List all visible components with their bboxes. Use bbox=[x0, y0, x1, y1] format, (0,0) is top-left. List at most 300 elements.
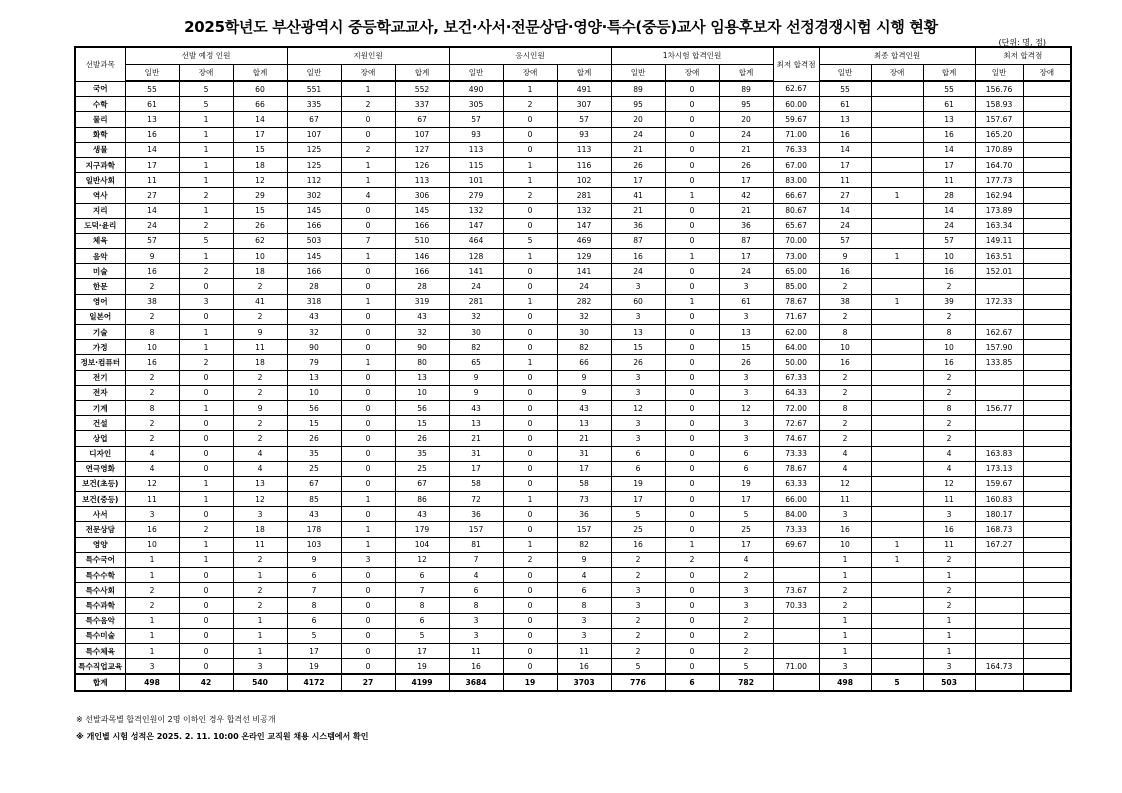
table-cell: 19 bbox=[611, 476, 665, 491]
subject-cell: 보건(중등) bbox=[75, 492, 125, 507]
table-cell: 11 bbox=[233, 537, 287, 552]
table-cell: 78.67 bbox=[773, 461, 819, 476]
table-cell: 4 bbox=[125, 446, 179, 461]
header-general: 일반 bbox=[125, 64, 179, 81]
table-cell: 69.67 bbox=[773, 537, 819, 552]
table-cell: 18 bbox=[233, 355, 287, 370]
table-row bbox=[75, 81, 1071, 97]
table-cell: 95 bbox=[719, 97, 773, 112]
table-cell: 1 bbox=[179, 127, 233, 142]
table-cell: 9 bbox=[557, 385, 611, 400]
table-cell: 0 bbox=[503, 659, 557, 675]
table-cell bbox=[975, 583, 1023, 598]
subject-cell: 영양 bbox=[75, 537, 125, 552]
table-cell bbox=[871, 461, 923, 476]
table-cell: 306 bbox=[395, 188, 449, 203]
table-cell: 29 bbox=[233, 188, 287, 203]
table-cell bbox=[871, 522, 923, 537]
table-cell: 0 bbox=[179, 416, 233, 431]
table-cell: 6 bbox=[611, 461, 665, 476]
table-cell: 6 bbox=[665, 674, 719, 690]
table-cell: 10 bbox=[125, 537, 179, 552]
table-cell: 2 bbox=[503, 188, 557, 203]
table-cell: 6 bbox=[287, 568, 341, 583]
table-cell: 4172 bbox=[287, 674, 341, 690]
table-cell: 15 bbox=[233, 142, 287, 157]
table-cell: 38 bbox=[125, 294, 179, 309]
table-cell: 3 bbox=[611, 431, 665, 446]
table-cell: 20 bbox=[719, 112, 773, 127]
table-cell: 10 bbox=[233, 249, 287, 264]
table-cell: 164.73 bbox=[975, 659, 1023, 675]
subject-cell: 특수미술 bbox=[75, 628, 125, 643]
table-cell: 25 bbox=[719, 522, 773, 537]
table-cell: 0 bbox=[341, 127, 395, 142]
table-cell: 62.00 bbox=[773, 325, 819, 340]
subject-cell: 특수직업교육 bbox=[75, 659, 125, 675]
table-cell: 16 bbox=[923, 264, 975, 279]
table-cell bbox=[871, 233, 923, 248]
table-cell: 32 bbox=[287, 325, 341, 340]
table-cell: 14 bbox=[819, 203, 871, 218]
table-cell: 2 bbox=[611, 613, 665, 628]
table-cell bbox=[1023, 583, 1071, 598]
table-cell: 66 bbox=[233, 97, 287, 112]
table-cell: 1 bbox=[179, 112, 233, 127]
table-cell: 0 bbox=[179, 598, 233, 613]
table-cell: 2 bbox=[233, 279, 287, 294]
table-cell: 0 bbox=[503, 325, 557, 340]
table-cell: 0 bbox=[665, 173, 719, 188]
table-row bbox=[75, 537, 1071, 552]
table-cell: 0 bbox=[503, 127, 557, 142]
table-cell: 65 bbox=[449, 355, 503, 370]
table-row bbox=[75, 385, 1071, 400]
table-cell: 3 bbox=[611, 370, 665, 385]
table-cell: 9 bbox=[557, 370, 611, 385]
table-cell bbox=[871, 507, 923, 522]
table-cell: 43 bbox=[395, 309, 449, 324]
table-cell: 0 bbox=[341, 568, 395, 583]
table-cell: 7 bbox=[395, 583, 449, 598]
table-cell bbox=[1023, 355, 1071, 370]
table-cell bbox=[773, 552, 819, 567]
table-cell: 498 bbox=[125, 674, 179, 690]
table-cell: 172.33 bbox=[975, 294, 1023, 309]
table-cell: 27 bbox=[125, 188, 179, 203]
header-total: 합계 bbox=[395, 64, 449, 81]
table-cell: 71.67 bbox=[773, 309, 819, 324]
table-cell: 305 bbox=[449, 97, 503, 112]
subject-cell: 도덕·윤리 bbox=[75, 218, 125, 233]
table-cell: 63.33 bbox=[773, 476, 819, 491]
table-cell: 16 bbox=[125, 127, 179, 142]
table-cell: 1 bbox=[341, 522, 395, 537]
table-cell bbox=[1023, 674, 1071, 690]
table-cell bbox=[1023, 613, 1071, 628]
table-cell: 16 bbox=[819, 355, 871, 370]
table-cell: 1 bbox=[341, 157, 395, 172]
table-cell: 2 bbox=[923, 431, 975, 446]
table-cell: 2 bbox=[125, 598, 179, 613]
table-cell: 160.83 bbox=[975, 492, 1023, 507]
table-row bbox=[75, 583, 1071, 598]
table-cell: 66.67 bbox=[773, 188, 819, 203]
table-cell: 125 bbox=[287, 142, 341, 157]
subject-cell: 특수체육 bbox=[75, 643, 125, 658]
table-cell: 0 bbox=[665, 461, 719, 476]
subject-cell: 합계 bbox=[75, 674, 125, 690]
table-cell bbox=[1023, 203, 1071, 218]
table-cell bbox=[975, 674, 1023, 690]
table-cell: 25 bbox=[611, 522, 665, 537]
table-cell: 133.85 bbox=[975, 355, 1023, 370]
table-cell: 55 bbox=[923, 81, 975, 97]
table-cell: 156.77 bbox=[975, 400, 1023, 415]
table-cell: 4199 bbox=[395, 674, 449, 690]
header-final-min-score: 최저 합격점 bbox=[975, 47, 1071, 64]
table-cell: 2 bbox=[719, 613, 773, 628]
table-cell: 0 bbox=[665, 325, 719, 340]
table-cell: 335 bbox=[287, 97, 341, 112]
table-cell: 14 bbox=[923, 142, 975, 157]
table-cell: 41 bbox=[233, 294, 287, 309]
table-cell: 25 bbox=[395, 461, 449, 476]
table-cell bbox=[1023, 309, 1071, 324]
unit-label: (단위: 명, 점) bbox=[998, 38, 1046, 47]
table-cell: 163.51 bbox=[975, 249, 1023, 264]
table-cell: 66 bbox=[557, 355, 611, 370]
table-cell: 3 bbox=[719, 416, 773, 431]
table-cell: 24 bbox=[557, 279, 611, 294]
table-cell: 10 bbox=[819, 537, 871, 552]
table-cell: 165.20 bbox=[975, 127, 1023, 142]
table-cell: 2 bbox=[719, 628, 773, 643]
table-cell: 1 bbox=[341, 249, 395, 264]
table-cell: 337 bbox=[395, 97, 449, 112]
table-cell bbox=[1023, 598, 1071, 613]
table-cell: 2 bbox=[819, 309, 871, 324]
table-cell: 170.89 bbox=[975, 142, 1023, 157]
table-cell: 2 bbox=[233, 598, 287, 613]
table-cell: 0 bbox=[503, 583, 557, 598]
table-cell: 2 bbox=[665, 552, 719, 567]
table-cell: 30 bbox=[449, 325, 503, 340]
table-cell: 39 bbox=[923, 294, 975, 309]
table-cell: 0 bbox=[665, 446, 719, 461]
table-cell: 101 bbox=[449, 173, 503, 188]
table-cell bbox=[871, 127, 923, 142]
table-cell: 16 bbox=[923, 127, 975, 142]
table-cell: 5 bbox=[287, 628, 341, 643]
subject-cell: 일반사회 bbox=[75, 173, 125, 188]
table-cell: 28 bbox=[923, 188, 975, 203]
header-disabled: 장애 bbox=[1023, 64, 1071, 81]
table-cell: 0 bbox=[503, 203, 557, 218]
table-cell: 146 bbox=[395, 249, 449, 264]
table-cell: 179 bbox=[395, 522, 449, 537]
table-cell: 26 bbox=[395, 431, 449, 446]
table-cell: 21 bbox=[611, 142, 665, 157]
table-cell: 83.00 bbox=[773, 173, 819, 188]
table-cell: 127 bbox=[395, 142, 449, 157]
table-cell: 1 bbox=[871, 552, 923, 567]
table-cell: 17 bbox=[233, 127, 287, 142]
table-cell bbox=[1023, 157, 1071, 172]
table-cell: 1 bbox=[819, 613, 871, 628]
subject-cell: 지리 bbox=[75, 203, 125, 218]
table-cell: 28 bbox=[287, 279, 341, 294]
table-cell: 157 bbox=[557, 522, 611, 537]
table-cell bbox=[1023, 385, 1071, 400]
table-row bbox=[75, 552, 1071, 567]
table-cell: 0 bbox=[503, 264, 557, 279]
table-cell: 16 bbox=[449, 659, 503, 675]
table-cell: 552 bbox=[395, 81, 449, 97]
header-examinees: 응시인원 bbox=[449, 47, 611, 64]
table-row bbox=[75, 142, 1071, 157]
table-cell: 38 bbox=[819, 294, 871, 309]
table-cell: 3 bbox=[449, 628, 503, 643]
table-cell: 2 bbox=[923, 385, 975, 400]
table-cell: 0 bbox=[179, 613, 233, 628]
table-cell: 166 bbox=[287, 218, 341, 233]
table-cell bbox=[871, 431, 923, 446]
table-cell: 17 bbox=[449, 461, 503, 476]
table-cell: 551 bbox=[287, 81, 341, 97]
table-cell: 21 bbox=[719, 142, 773, 157]
table-cell: 3703 bbox=[557, 674, 611, 690]
table-cell bbox=[1023, 476, 1071, 491]
table-cell bbox=[1023, 568, 1071, 583]
table-cell bbox=[1023, 97, 1071, 112]
table-cell: 2 bbox=[923, 370, 975, 385]
header-final-pass: 최종 합격인원 bbox=[819, 47, 975, 64]
table-cell: 0 bbox=[503, 218, 557, 233]
table-cell: 10 bbox=[287, 385, 341, 400]
table-cell: 1 bbox=[179, 537, 233, 552]
table-cell bbox=[1023, 188, 1071, 203]
header-first-pass: 1차시험 합격인원 bbox=[611, 47, 773, 64]
table-cell: 0 bbox=[503, 142, 557, 157]
table-cell: 0 bbox=[341, 400, 395, 415]
table-cell: 6 bbox=[611, 446, 665, 461]
table-cell: 3 bbox=[179, 294, 233, 309]
table-cell: 73.67 bbox=[773, 583, 819, 598]
table-cell bbox=[871, 309, 923, 324]
table-cell bbox=[773, 628, 819, 643]
table-cell: 0 bbox=[503, 416, 557, 431]
table-row bbox=[75, 659, 1071, 675]
table-cell bbox=[1023, 249, 1071, 264]
table-cell: 8 bbox=[449, 598, 503, 613]
table-cell: 3 bbox=[611, 279, 665, 294]
table-cell: 73.33 bbox=[773, 522, 819, 537]
table-cell: 6 bbox=[449, 583, 503, 598]
table-cell: 15 bbox=[611, 340, 665, 355]
table-cell: 11 bbox=[923, 537, 975, 552]
table-cell: 128 bbox=[449, 249, 503, 264]
table-cell: 30 bbox=[557, 325, 611, 340]
table-cell: 4 bbox=[449, 568, 503, 583]
table-cell bbox=[1023, 552, 1071, 567]
table-cell: 71.00 bbox=[773, 659, 819, 675]
table-cell: 2 bbox=[503, 552, 557, 567]
table-cell: 5 bbox=[611, 659, 665, 675]
table-cell: 21 bbox=[611, 203, 665, 218]
table-cell: 0 bbox=[341, 264, 395, 279]
table-cell: 113 bbox=[557, 142, 611, 157]
table-cell: 1 bbox=[503, 294, 557, 309]
table-cell: 3 bbox=[611, 583, 665, 598]
table-cell: 0 bbox=[665, 309, 719, 324]
table-cell: 2 bbox=[819, 385, 871, 400]
table-cell: 32 bbox=[395, 325, 449, 340]
table-cell: 0 bbox=[665, 613, 719, 628]
table-cell bbox=[1023, 127, 1071, 142]
table-cell: 11 bbox=[819, 173, 871, 188]
table-cell: 3 bbox=[923, 507, 975, 522]
table-cell: 17 bbox=[611, 492, 665, 507]
table-cell: 0 bbox=[341, 203, 395, 218]
table-cell: 62 bbox=[233, 233, 287, 248]
table-cell: 17 bbox=[125, 157, 179, 172]
table-cell: 89 bbox=[719, 81, 773, 97]
table-cell: 0 bbox=[665, 659, 719, 675]
subject-cell: 연극영화 bbox=[75, 461, 125, 476]
table-cell: 13 bbox=[125, 112, 179, 127]
table-cell: 147 bbox=[557, 218, 611, 233]
table-cell: 1 bbox=[179, 173, 233, 188]
table-cell: 0 bbox=[179, 370, 233, 385]
table-cell: 1 bbox=[871, 188, 923, 203]
table-cell: 66.00 bbox=[773, 492, 819, 507]
table-cell: 1 bbox=[179, 325, 233, 340]
table-cell: 36 bbox=[557, 507, 611, 522]
table-cell: 14 bbox=[819, 142, 871, 157]
table-cell bbox=[1023, 218, 1071, 233]
table-cell: 104 bbox=[395, 537, 449, 552]
table-cell: 72.00 bbox=[773, 400, 819, 415]
table-cell: 6 bbox=[557, 583, 611, 598]
table-cell: 19 bbox=[503, 674, 557, 690]
table-cell: 1 bbox=[503, 157, 557, 172]
subject-cell: 특수국어 bbox=[75, 552, 125, 567]
table-cell bbox=[1023, 431, 1071, 446]
table-cell: 10 bbox=[125, 340, 179, 355]
table-cell: 1 bbox=[665, 249, 719, 264]
table-cell: 163.83 bbox=[975, 446, 1023, 461]
table-cell: 147 bbox=[449, 218, 503, 233]
table-cell: 24 bbox=[125, 218, 179, 233]
table-cell: 16 bbox=[125, 355, 179, 370]
table-cell bbox=[871, 173, 923, 188]
results-table bbox=[74, 46, 1072, 692]
table-cell: 503 bbox=[923, 674, 975, 690]
table-cell: 67 bbox=[287, 476, 341, 491]
table-cell: 16 bbox=[819, 127, 871, 142]
table-row bbox=[75, 112, 1071, 127]
table-cell: 67 bbox=[395, 476, 449, 491]
table-row bbox=[75, 233, 1071, 248]
table-cell bbox=[871, 355, 923, 370]
table-cell: 2 bbox=[233, 431, 287, 446]
table-cell: 18 bbox=[233, 522, 287, 537]
table-cell: 32 bbox=[449, 309, 503, 324]
table-cell: 0 bbox=[341, 643, 395, 658]
table-cell: 1 bbox=[923, 613, 975, 628]
table-cell: 1 bbox=[179, 400, 233, 415]
table-cell bbox=[773, 613, 819, 628]
table-cell: 26 bbox=[611, 157, 665, 172]
table-cell: 74.67 bbox=[773, 431, 819, 446]
table-cell bbox=[871, 264, 923, 279]
table-cell: 141 bbox=[449, 264, 503, 279]
table-cell: 84.00 bbox=[773, 507, 819, 522]
table-cell: 4 bbox=[819, 461, 871, 476]
table-cell: 2 bbox=[923, 552, 975, 567]
table-cell bbox=[1023, 142, 1071, 157]
table-cell: 1 bbox=[503, 492, 557, 507]
subject-cell: 사서 bbox=[75, 507, 125, 522]
table-cell: 14 bbox=[233, 112, 287, 127]
table-cell: 0 bbox=[179, 431, 233, 446]
table-cell: 15 bbox=[719, 340, 773, 355]
table-cell: 73 bbox=[557, 492, 611, 507]
table-cell bbox=[773, 643, 819, 658]
table-cell: 2 bbox=[125, 370, 179, 385]
header-disabled: 장애 bbox=[503, 64, 557, 81]
table-cell: 73.00 bbox=[773, 249, 819, 264]
table-cell: 55 bbox=[819, 81, 871, 97]
table-cell: 1 bbox=[125, 552, 179, 567]
table-row bbox=[75, 157, 1071, 172]
table-cell: 13 bbox=[449, 416, 503, 431]
table-cell bbox=[1023, 233, 1071, 248]
table-cell: 157 bbox=[449, 522, 503, 537]
table-cell: 2 bbox=[611, 568, 665, 583]
table-cell: 2 bbox=[341, 142, 395, 157]
subject-cell: 역사 bbox=[75, 188, 125, 203]
table-cell: 0 bbox=[341, 431, 395, 446]
table-cell: 16 bbox=[819, 264, 871, 279]
table-cell: 4 bbox=[125, 461, 179, 476]
table-cell: 152.01 bbox=[975, 264, 1023, 279]
table-cell: 15 bbox=[233, 203, 287, 218]
table-cell bbox=[975, 309, 1023, 324]
table-cell: 56 bbox=[395, 400, 449, 415]
table-cell: 61 bbox=[923, 97, 975, 112]
table-cell: 0 bbox=[503, 112, 557, 127]
table-cell: 0 bbox=[341, 370, 395, 385]
table-cell: 1 bbox=[665, 537, 719, 552]
table-cell: 510 bbox=[395, 233, 449, 248]
table-cell: 3 bbox=[719, 309, 773, 324]
table-cell: 0 bbox=[503, 461, 557, 476]
subject-cell: 특수음악 bbox=[75, 613, 125, 628]
table-cell: 0 bbox=[665, 431, 719, 446]
table-cell: 4 bbox=[233, 461, 287, 476]
table-cell: 0 bbox=[341, 340, 395, 355]
subject-cell: 일본어 bbox=[75, 309, 125, 324]
table-cell bbox=[871, 97, 923, 112]
table-row bbox=[75, 203, 1071, 218]
table-cell: 1 bbox=[341, 81, 395, 97]
header-total: 합계 bbox=[923, 64, 975, 81]
table-cell: 0 bbox=[503, 340, 557, 355]
table-cell: 0 bbox=[665, 598, 719, 613]
table-cell: 8 bbox=[125, 400, 179, 415]
